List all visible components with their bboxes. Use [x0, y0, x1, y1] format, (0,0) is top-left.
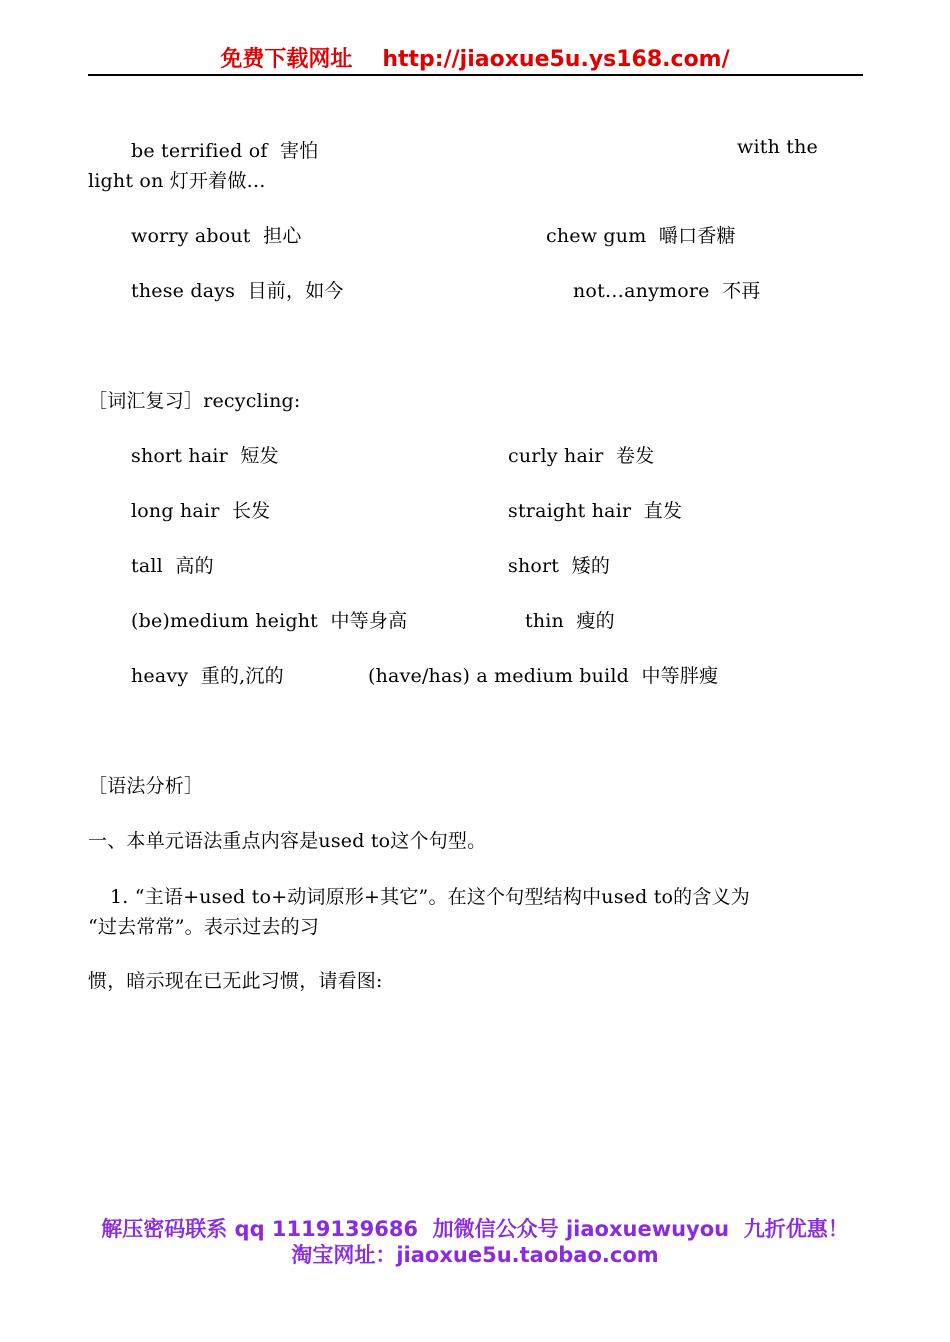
vocab-heading: ［词汇复习］recycling: [88, 390, 301, 412]
grammar-item-one: 1. “主语+used to+动词原形+其它”。在这个句型结构中used to的含义为 [110, 886, 750, 908]
vocab-medium-build: (have/has) a medium build 中等胖瘦 [368, 665, 719, 687]
vocab-curly-hair: curly hair 卷发 [508, 445, 655, 467]
vocab-tall: tall 高的 [131, 555, 214, 577]
grammar-item-one-end: 惯，暗示现在已无此习惯，请看图: [88, 970, 383, 992]
phrase-these-days: these days 目前，如今 [131, 280, 344, 302]
footer-shop-link[interactable]: 淘宝网址：jiaoxue5u.taobao.com [291, 1243, 659, 1267]
footer-contact: 解压密码联系 qq 1119139686 加微信公众号 jiaoxuewuyou 九折优惠！ [101, 1217, 849, 1241]
vocab-short-hair: short hair 短发 [131, 445, 279, 467]
vocab-heavy: heavy 重的,沉的 [131, 665, 284, 687]
vocab-thin: thin 瘦的 [525, 610, 615, 632]
grammar-item-one-cont: “过去常常”。表示过去的习 [88, 916, 320, 938]
header-site-label: 免费下载网址 [220, 47, 353, 72]
vocab-short: short 矮的 [508, 555, 611, 577]
header-url-link[interactable]: http://jiaoxue5u.ys168.com/ [382, 47, 730, 72]
grammar-heading: ［语法分析］ [88, 775, 204, 797]
page-header [0, 42, 950, 73]
phrase-light-on: light on 灯开着做… [88, 170, 266, 192]
grammar-point-one: 一、本单元语法重点内容是used to这个句型。 [88, 830, 487, 852]
vocab-straight-hair: straight hair 直发 [508, 500, 683, 522]
phrase-not-anymore: not…anymore 不再 [573, 280, 761, 302]
header-divider [88, 74, 863, 76]
vocab-medium-height: (be)medium height 中等身高 [131, 610, 408, 632]
phrase-with-the: with the [737, 136, 818, 158]
phrase-worry-about: worry about 担心 [131, 225, 302, 247]
phrase-be-terrified-of: be terrified of 害怕 [131, 140, 319, 162]
phrase-chew-gum: chew gum 嚼口香糖 [546, 225, 736, 247]
vocab-long-hair: long hair 长发 [131, 500, 271, 522]
